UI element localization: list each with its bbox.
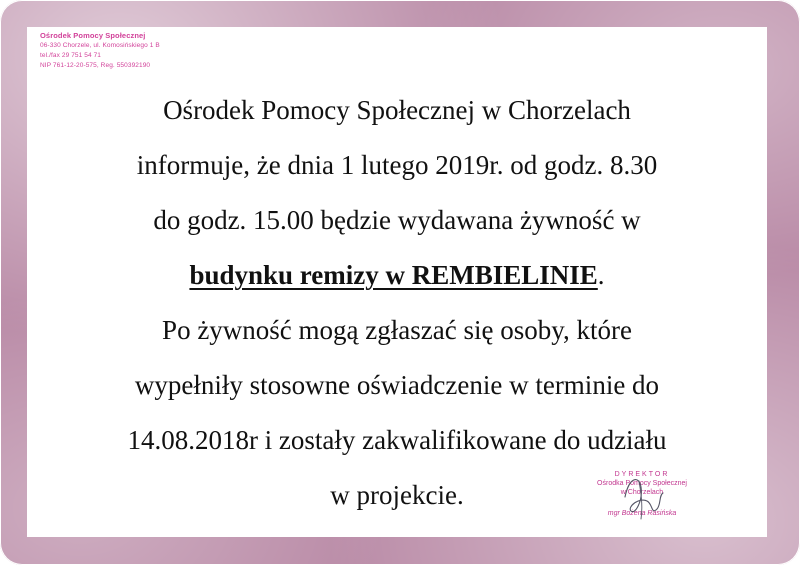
notice-line-7: 14.08.2018r i zostały zakwalifikowane do udziału [127,425,667,455]
stamp-address: 06-330 Chorzele, ul. Komosińskiego 1 B [40,42,160,49]
location-period: . [597,260,605,290]
notice-line-1: Ośrodek Pomocy Społecznej w Chorzelach [163,95,631,125]
director-title: DYREKTOR [614,471,670,478]
institution-stamp [40,31,160,71]
handwritten-signature [617,467,667,522]
stamp-ids: NIP 761-12-20-575, Reg. 550392190 [40,62,151,69]
notice-line-2: informuje, że dnia 1 lutego 2019r. od godz. 8.30 [136,150,658,180]
notice-text [27,83,767,523]
stamp-phone: tel./fax 29 751 54 71 [40,52,102,59]
notice-line-4 [27,248,767,303]
notice-line-5: Po żywność mogą zgłaszać się osoby, które [162,315,632,345]
notice-line-8: w projekcie. [330,480,464,510]
location-emphasis: budynku remizy w REMBIELINIE [189,260,598,290]
director-office: Ośrodka Pomocy Społecznej [597,480,687,487]
notice-line-3: do godz. 15.00 będzie wydawana żywność w [153,205,641,235]
notice-sheet [27,27,767,537]
stamp-name: Ośrodek Pomocy Społecznej [40,31,146,40]
director-town: w Chorzelach [620,489,664,496]
director-name: mgr Bożena Rasińska [607,510,677,517]
notice-line-6: wypełniły stosowne oświadczenie w terminie do [134,370,660,400]
